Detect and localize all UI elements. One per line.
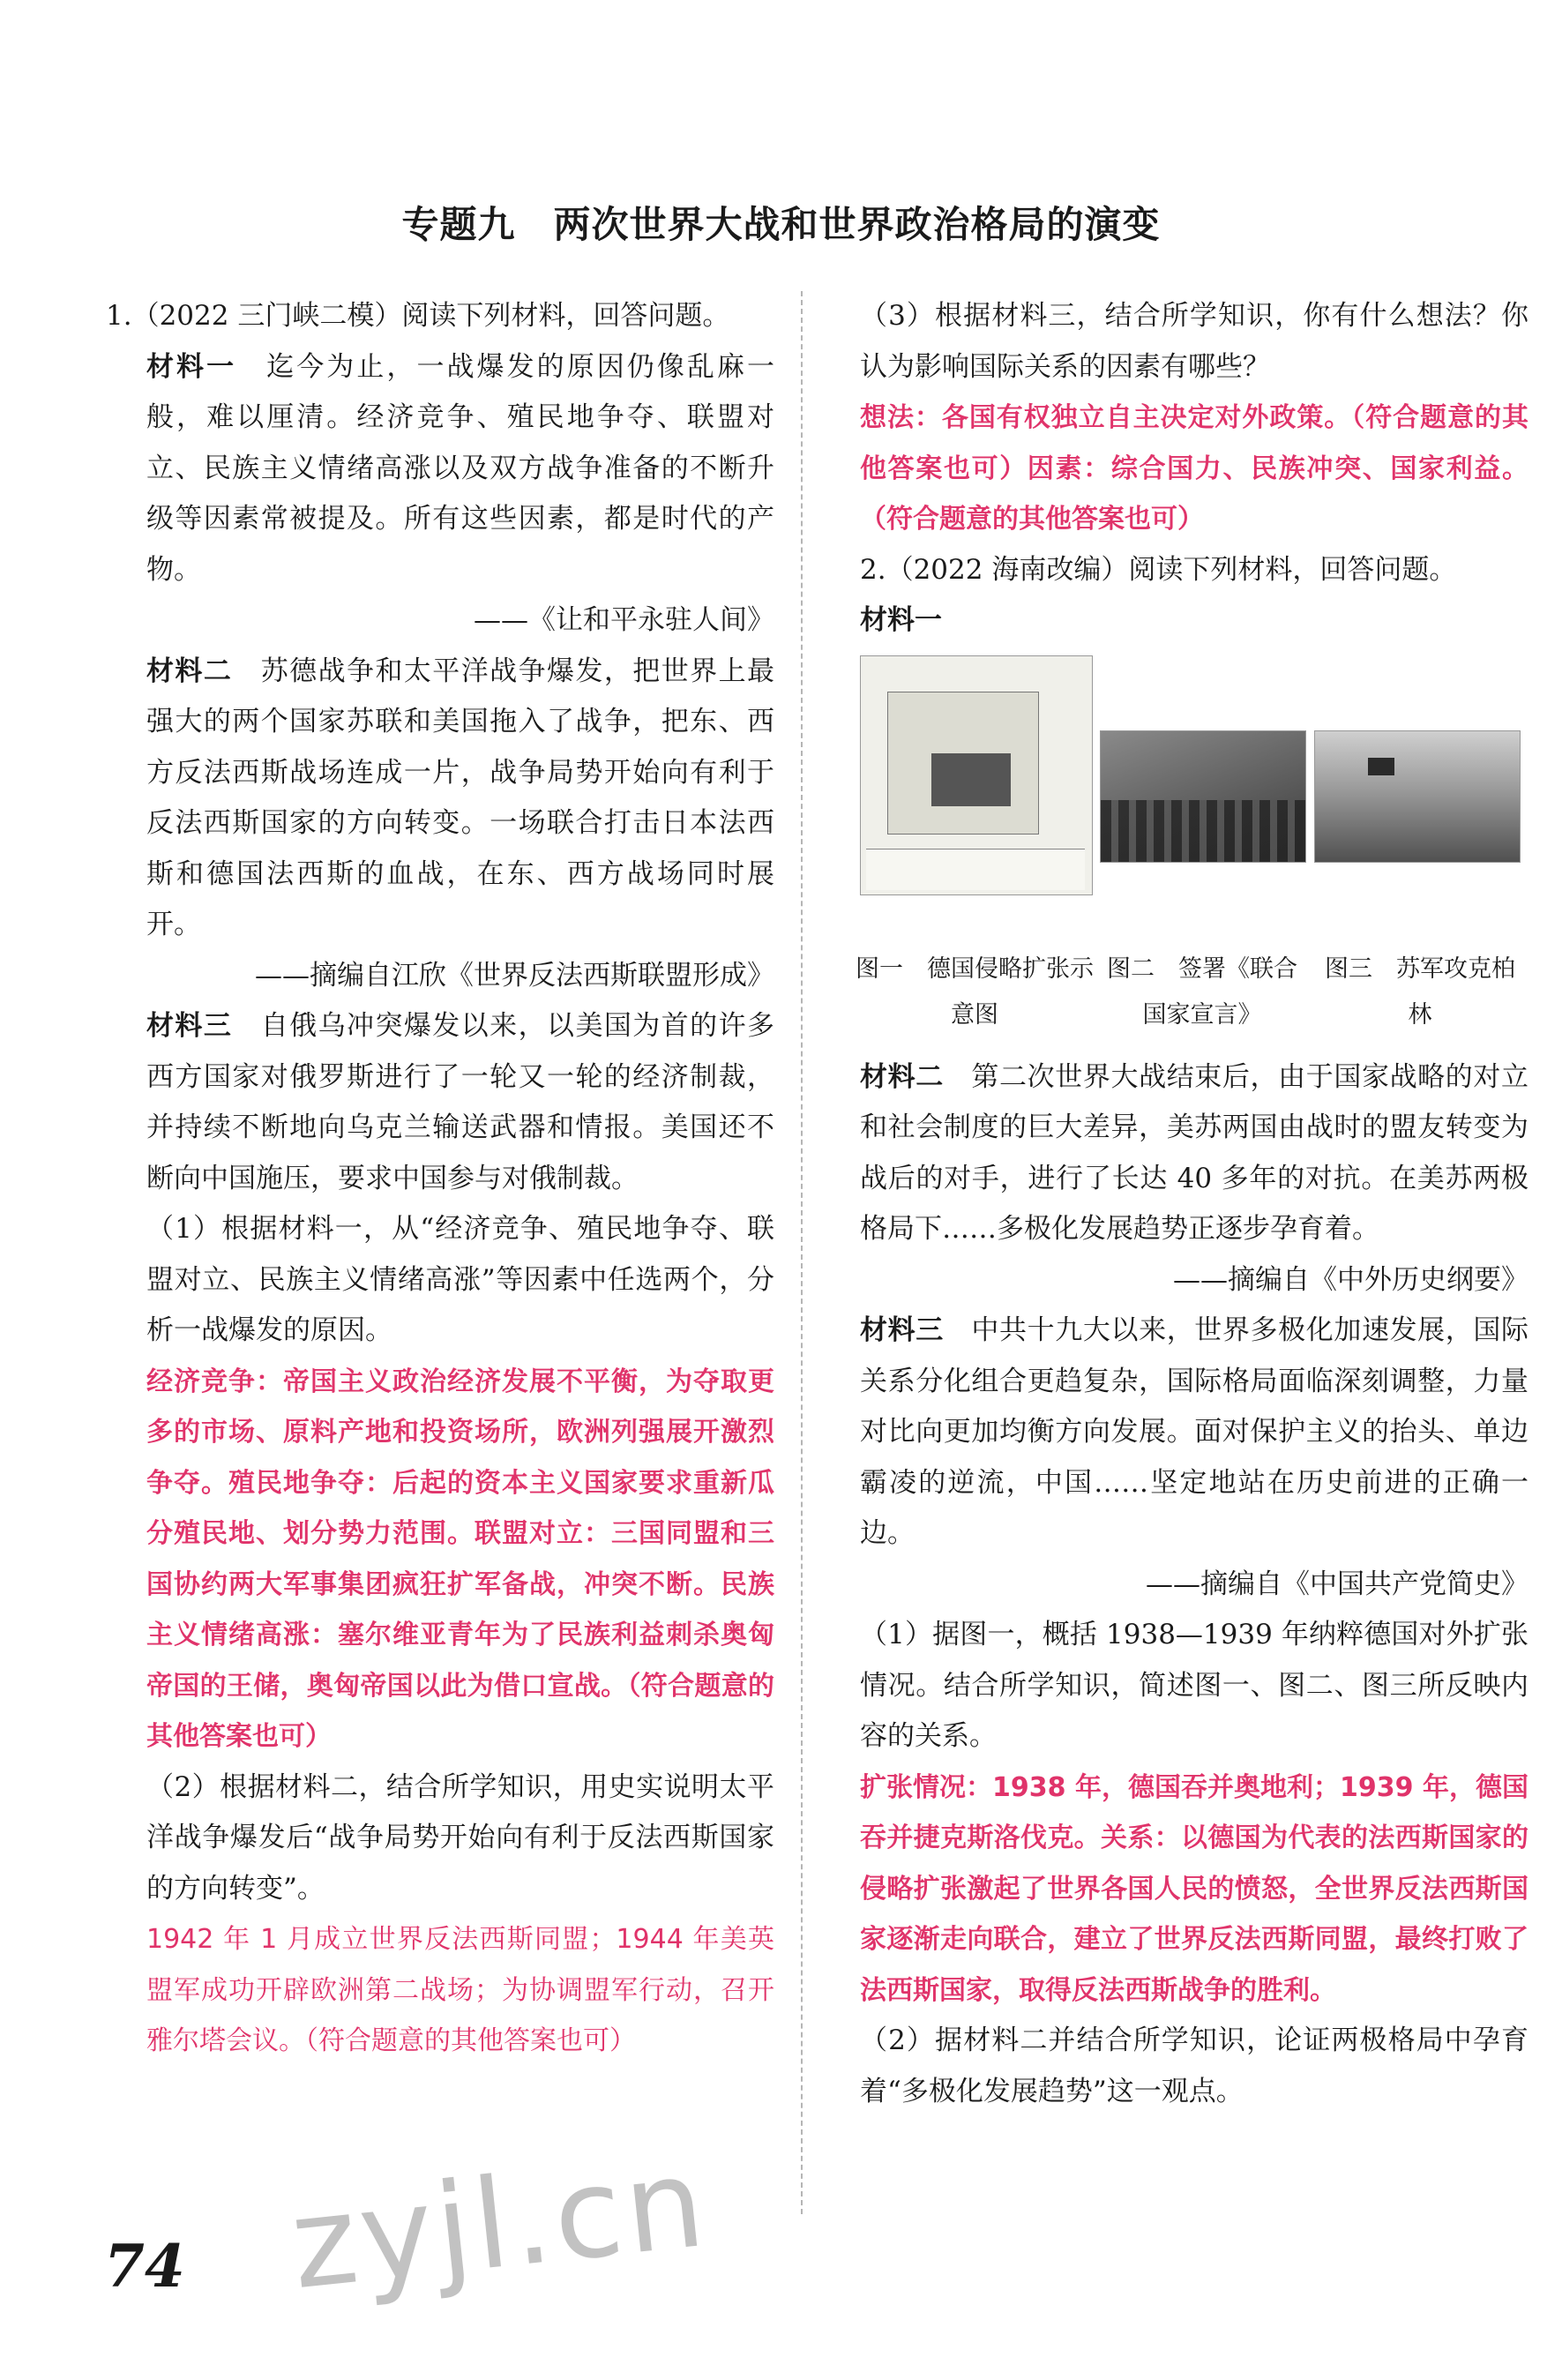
column-divider [801, 291, 803, 2214]
q1-m3-label: 材料三 [146, 1010, 233, 1042]
page-number: 74 [104, 2232, 185, 2301]
map-annexed-area-shape [931, 753, 1011, 806]
q1-m2-source: ——摘编自江欣《世界反法西斯联盟形成》 [255, 959, 774, 992]
q2-m3-source: ——摘编自《中国共产党简史》 [1146, 1568, 1528, 1600]
q1-m1-source: ——《让和平永驻人间》 [474, 604, 774, 636]
figure-2-caption: 图二 签署《联合国家宣言》 [1107, 954, 1297, 1029]
q1-sub2: （2）根据材料二，结合所学知识，用史实说明太平洋战争爆发后“战争局势开始向有利于反法西斯国家的方向转变”。 [146, 1770, 774, 1905]
watermark: zyjl.cn [284, 2130, 714, 2318]
q2-m2-source: ——摘编自《中外历史纲要》 [1173, 1263, 1528, 1296]
q1-m1-text: 迄今为止，一战爆发的原因仍像乱麻一般，难以厘清。经济竞争、殖民地争夺、联盟对立、民族主义情绪高涨以及双方战争准备的不断升级等因素常被提及。所有这些因素，都是时代的产物。 [146, 350, 775, 586]
figure-3-caption: 图三 苏军攻克柏林 [1325, 954, 1515, 1029]
q1-m2-label: 材料二 [146, 655, 233, 687]
figure-1-map-image [860, 655, 1093, 895]
q2-m2-text: 第二次世界大战结束后，由于国家战略的对立和社会制度的巨大差异，美苏两国由战时的盟友转变为战后的对手，进行了长达 40 多年的对抗。在美苏两极格局下……多极化发展趋势正逐步孕育着。 [860, 1060, 1528, 1245]
q2-m3-label: 材料三 [860, 1314, 944, 1346]
q1-answer-2: 1942 年 1 月成立世界反法西斯同盟；1944 年美英盟军成功开辟欧洲第二战场；为协调盟军行动，召开雅尔塔会议。（符合题意的其他答案也可） [146, 1924, 774, 2056]
q1-stem: 1.（2022 三门峡二模）阅读下列材料，回答问题。 [106, 300, 730, 332]
figure-1-caption: 图一 德国侵略扩张示意图 [856, 954, 1094, 1029]
q2-material-1 [860, 595, 1528, 647]
q1-answer-1: 经济竞争：帝国主义政治经济发展不平衡，为夺取更多的市场、原料产地和投资场所，欧洲列强展开激烈争夺。殖民地争夺：后起的资本主义国家要求重新瓜分殖民地、划分势力范围。联盟对立：三国同盟和三国协约两大军事集团疯狂扩军备战，冲突不断。民族主义情绪高涨：塞尔维亚青年为了民族利益刺杀奥匈帝国的王储，奥匈帝国以此为借口宣战。（符合题意的其他答案也可） [146, 1366, 774, 1752]
q1-answer-3: 想法：各国有权独立自主决定对外政策。（符合题意的其他答案也可）因素：综合国力、民族冲突、国家利益。（符合题意的其他答案也可） [860, 402, 1528, 535]
page-title: 专题九 两次世界大战和世界政治格局的演变 [401, 203, 1161, 246]
q2-m1-label: 材料一 [860, 604, 942, 636]
figure-2-crowd-shape [1101, 800, 1305, 862]
q2-sub2: （2）据材料二并结合所学知识，论证两极格局中孕育着“多极化发展趋势”这一观点。 [860, 2024, 1528, 2107]
q1-m1-label: 材料一 [146, 350, 237, 383]
right-column [856, 291, 1528, 2117]
q1-material-2 [106, 647, 774, 951]
q1-material-1 [106, 342, 774, 596]
q2-material-3 [860, 1306, 1528, 1560]
q1-m2-text: 苏德战争和太平洋战争爆发，把世界上最强大的两个国家苏联和美国拖入了战争，把东、西方反法西斯战场连成一片，战争局势开始向有利于反法西斯国家的方向转变。一场联合打击日本法西斯和德国法西斯的血战，在东、西方战场同时展开。 [146, 655, 775, 940]
figure-3-flag-shape [1368, 758, 1394, 775]
q2-m2-label: 材料二 [860, 1060, 944, 1093]
map-legend [866, 849, 1085, 890]
q1-sub1: （1）根据材料一，从“经济竞争、殖民地争夺、联盟对立、民族主义情绪高涨”等因素中任选两个，分析一战爆发的原因。 [146, 1213, 774, 1346]
figure-2-photo [1100, 730, 1306, 863]
q2-m3-text: 中共十九大以来，世界多极化加速发展，国际关系分化组合更趋复杂，国际格局面临深刻调整，力量对比向更加均衡方向发展。面对保护主义的抬头、单边霸凌的逆流，中国……坚定地站在历史前进的正确一边。 [860, 1314, 1528, 1549]
q1-material-3 [106, 1001, 774, 1204]
q2-material-2 [860, 1052, 1528, 1255]
figure-3-photo [1314, 730, 1521, 863]
q2-stem: 2.（2022 海南改编）阅读下列材料，回答问题。 [860, 553, 1457, 586]
q1-m3-text: 自俄乌冲突爆发以来，以美国为首的许多西方国家对俄罗斯进行了一轮又一轮的经济制裁，并持续不断地向乌克兰输送武器和情报。美国还不断向中国施压，要求中国参与对俄制裁。 [146, 1010, 775, 1194]
figure-captions [856, 947, 1528, 1052]
q1-sub3: （3）根据材料三，结合所学知识，你有什么想法？你认为影响国际关系的因素有哪些？ [860, 300, 1528, 383]
q2-sub1: （1）据图一，概括 1938—1939 年纳粹德国对外扩张情况。结合所学知识，简述图一、图二、图三所反映内容的关系。 [860, 1619, 1528, 1752]
left-column [106, 291, 774, 2067]
q2-figures [860, 655, 1528, 947]
q2-answer-1: 扩张情况：1938 年，德国吞并奥地利；1939 年，德国吞并捷克斯洛伐克。关系：以德国为代表的法西斯国家的侵略扩张激起了世界各国人民的愤怒，全世界反法西斯国家逐渐走向联合，建立了世界反法西斯同盟，最终打败了法西斯国家，取得反法西斯战争的胜利。 [860, 1771, 1528, 2006]
